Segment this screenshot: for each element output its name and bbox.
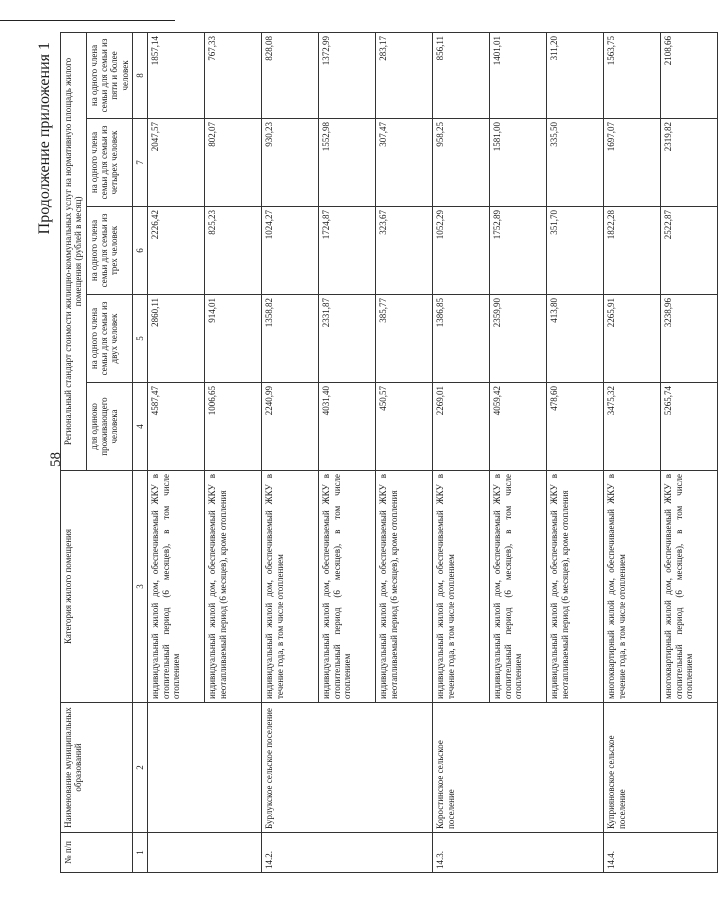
value-cell: 413,80 (547, 295, 604, 383)
value-cell: 1752,89 (490, 207, 547, 295)
value-cell: 958,25 (433, 119, 490, 207)
value-cell: 1401,01 (490, 32, 547, 118)
row-number: 14.3. (433, 833, 604, 873)
value-cell: 767,33 (205, 32, 262, 118)
category-cell: индивидуальный жилой дом, обеспечиваемый ЖКУ в течение года, в том числе отоплением (433, 471, 490, 703)
value-cell: 4059,42 (490, 383, 547, 471)
value-cell: 351,70 (547, 207, 604, 295)
col-number: 8 (133, 32, 148, 118)
row-number (148, 833, 262, 873)
row-number: 14.4. (604, 833, 718, 873)
header-sub-4: на одного члена семьи для семьи из четырех человек (86, 119, 132, 207)
value-cell: 802,07 (205, 119, 262, 207)
col-number: 1 (133, 833, 148, 873)
col-number: 2 (133, 703, 148, 833)
value-cell: 2047,57 (148, 119, 205, 207)
column-number-row (133, 32, 148, 872)
header-municipality: Наименование муниципальных образований (61, 703, 133, 833)
value-cell: 1724,87 (319, 207, 376, 295)
value-cell: 1581,00 (490, 119, 547, 207)
value-cell: 914,01 (205, 295, 262, 383)
value-cell: 2269,01 (433, 383, 490, 471)
col-number: 5 (133, 295, 148, 383)
value-cell: 450,57 (376, 383, 433, 471)
value-cell: 323,67 (376, 207, 433, 295)
value-cell: 1372,99 (319, 32, 376, 118)
category-cell: индивидуальный жилой дом, обеспечиваемый ЖКУ в неотапливаемый период (6 месяцев), кроме отопления (547, 471, 604, 703)
value-cell: 2265,91 (604, 295, 661, 383)
value-cell: 478,60 (547, 383, 604, 471)
value-cell: 283,17 (376, 32, 433, 118)
municipality-name: Коростинское сельское поселение (433, 703, 604, 833)
value-cell: 2522,87 (661, 207, 718, 295)
scan-edge-line (0, 20, 175, 21)
page-number: 58 (48, 452, 64, 467)
row-number: 14.2. (262, 833, 433, 873)
municipality-name (148, 703, 262, 833)
value-cell: 2331,87 (319, 295, 376, 383)
value-cell: 2226,42 (148, 207, 205, 295)
value-cell: 3238,96 (661, 295, 718, 383)
value-cell: 2860,11 (148, 295, 205, 383)
municipality-name: Бурлукское сельское поселение (262, 703, 433, 833)
table-row (433, 32, 490, 872)
value-cell: 1024,27 (262, 207, 319, 295)
value-cell: 930,23 (262, 119, 319, 207)
table-row (604, 32, 661, 872)
value-cell: 311,20 (547, 32, 604, 118)
value-cell: 1358,82 (262, 295, 319, 383)
category-cell: многоквартирный жилой дом, обеспечиваемый ЖКУ в отопительный период (6 месяцев), в том числе отоплением (661, 471, 718, 703)
value-cell: 856,11 (433, 32, 490, 118)
header-category: Категория жилого помещения (61, 471, 133, 703)
value-cell: 2359,90 (490, 295, 547, 383)
table-row (262, 32, 319, 872)
standards-table (60, 32, 718, 873)
header-standard: Региональный стандарт стоимости жилищно-коммунальных услуг на нормативную площадь жилого помещения (рублей в месяц) (61, 32, 87, 470)
value-cell: 335,50 (547, 119, 604, 207)
value-cell: 825,23 (205, 207, 262, 295)
category-cell: индивидуальный жилой дом, обеспечиваемый ЖКУ в отопительный период (6 месяцев), в том числе отоплением (319, 471, 376, 703)
value-cell: 5265,74 (661, 383, 718, 471)
value-cell: 1552,98 (319, 119, 376, 207)
value-cell: 2108,66 (661, 32, 718, 118)
value-cell: 2319,82 (661, 119, 718, 207)
value-cell: 1563,75 (604, 32, 661, 118)
value-cell: 1857,14 (148, 32, 205, 118)
value-cell: 4031,40 (319, 383, 376, 471)
header-no: № п/п (61, 833, 133, 873)
value-cell: 2240,99 (262, 383, 319, 471)
header-sub-1: для одиноко проживающего человека (86, 383, 132, 471)
value-cell: 828,08 (262, 32, 319, 118)
header-sub-5: на одного члена семьи для семьи из пяти и более человек (86, 32, 132, 118)
header-sub-2: на одного члена семьи для семьи из двух человек (86, 295, 132, 383)
category-cell: индивидуальный жилой дом, обеспечиваемый ЖКУ в неотапливаемый период (6 месяцев), кроме отопления (376, 471, 433, 703)
appendix-label: Продолжение приложения 1 (36, 42, 53, 235)
category-cell: индивидуальный жилой дом, обеспечиваемый ЖКУ в неотапливаемый период (6 месяцев), кроме отопления (205, 471, 262, 703)
value-cell: 1697,07 (604, 119, 661, 207)
value-cell: 1052,29 (433, 207, 490, 295)
value-cell: 4587,47 (148, 383, 205, 471)
table-row (148, 32, 205, 872)
category-cell: индивидуальный жилой дом, обеспечиваемый ЖКУ в отопительный период (6 месяцев), в том числе отоплением (148, 471, 205, 703)
value-cell: 1386,85 (433, 295, 490, 383)
col-number: 4 (133, 383, 148, 471)
value-cell: 385,77 (376, 295, 433, 383)
category-cell: индивидуальный жилой дом, обеспечиваемый ЖКУ в течение года, в том числе отоплением (262, 471, 319, 703)
header-sub-3: на одного члена семьи для семьи из трех человек (86, 207, 132, 295)
value-cell: 3475,32 (604, 383, 661, 471)
category-cell: индивидуальный жилой дом, обеспечиваемый ЖКУ в отопительный период (6 месяцев), в том числе отоплением (490, 471, 547, 703)
col-number: 3 (133, 471, 148, 703)
col-number: 7 (133, 119, 148, 207)
value-cell: 307,47 (376, 119, 433, 207)
value-cell: 1822,28 (604, 207, 661, 295)
value-cell: 1006,65 (205, 383, 262, 471)
municipality-name: Куприяновское сельское поселение (604, 703, 718, 833)
col-number: 6 (133, 207, 148, 295)
category-cell: многоквартирный жилой дом, обеспечиваемый ЖКУ в течение года, в том числе отоплением (604, 471, 661, 703)
